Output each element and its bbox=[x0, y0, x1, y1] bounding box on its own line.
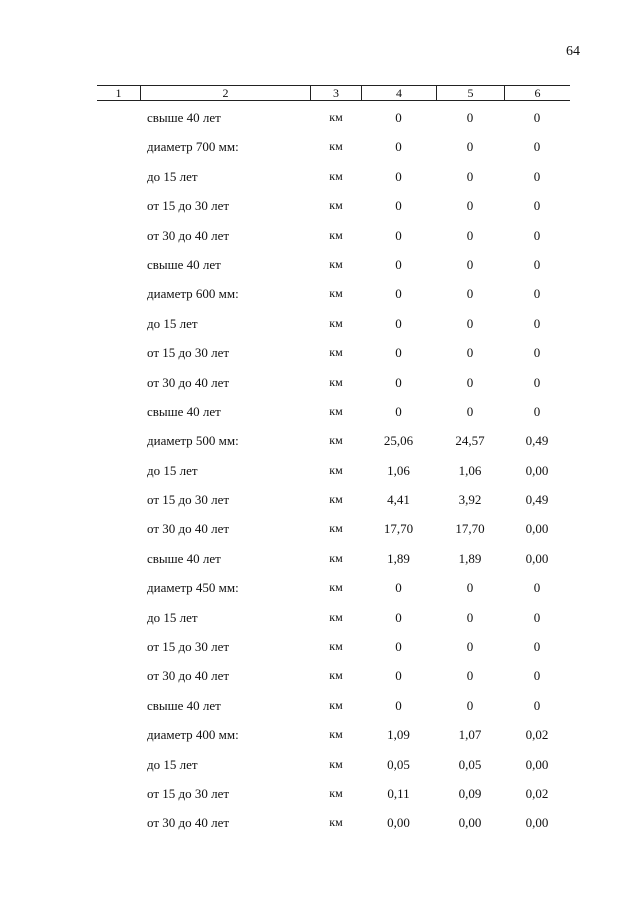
table-row bbox=[0, 573, 640, 602]
row-value-col5: 0 bbox=[466, 374, 474, 390]
row-unit: км bbox=[329, 668, 343, 683]
row-unit: км bbox=[329, 110, 343, 124]
row-value-col6: 0,02 bbox=[525, 785, 549, 801]
row-value-col6: 0 bbox=[533, 639, 541, 655]
table-row bbox=[0, 750, 640, 779]
header-col-5: 5 bbox=[467, 86, 474, 100]
header-col-4: 4 bbox=[396, 86, 402, 100]
row-name: от 15 до 30 лет bbox=[147, 785, 230, 801]
row-name: до 15 лет bbox=[147, 756, 198, 772]
row-value-col4: 0 bbox=[395, 668, 402, 684]
header-col-6: 6 bbox=[534, 86, 541, 100]
table-row bbox=[0, 691, 640, 720]
row-unit: км bbox=[329, 785, 343, 800]
row-value-col6: 0 bbox=[533, 198, 541, 214]
row-name: до 15 лет bbox=[147, 609, 198, 625]
row-name: диаметр 500 мм: bbox=[147, 433, 239, 449]
table-row bbox=[0, 250, 640, 279]
page-number: 64 bbox=[566, 44, 580, 59]
table-row bbox=[0, 779, 640, 808]
header-col-1: 1 bbox=[115, 86, 122, 100]
row-name: до 15 лет bbox=[147, 462, 198, 478]
row-value-col4: 0 bbox=[395, 227, 402, 243]
row-value-col5: 0 bbox=[466, 609, 474, 625]
row-value-col6: 0 bbox=[533, 580, 541, 596]
row-value-col4: 0 bbox=[395, 345, 402, 361]
row-value-col4: 17,70 bbox=[383, 521, 414, 537]
row-name: от 15 до 30 лет bbox=[147, 492, 230, 508]
row-value-col5: 0 bbox=[466, 198, 474, 214]
row-value-col6: 0,49 bbox=[525, 492, 549, 508]
row-name: свыше 40 лет bbox=[147, 550, 221, 566]
row-value-col5: 17,70 bbox=[455, 521, 485, 537]
row-unit: км bbox=[329, 345, 343, 360]
row-value-col5: 0 bbox=[466, 227, 474, 243]
row-value-col6: 0 bbox=[533, 256, 541, 272]
table-row bbox=[0, 309, 640, 338]
header-col-2: 2 bbox=[222, 86, 229, 100]
row-value-col4: 0 bbox=[395, 639, 402, 655]
row-value-col5: 0 bbox=[466, 668, 474, 684]
row-value-col4: 0 bbox=[395, 286, 402, 302]
row-value-col4: 0 bbox=[395, 315, 402, 331]
row-value-col5: 0 bbox=[466, 580, 474, 596]
row-value-col4: 0,00 bbox=[387, 815, 410, 831]
row-name: от 30 до 40 лет bbox=[147, 521, 230, 537]
row-value-col4: 4,41 bbox=[387, 492, 410, 508]
row-unit: км bbox=[329, 609, 343, 624]
row-value-col5: 0,05 bbox=[458, 756, 482, 772]
table-row bbox=[0, 808, 640, 837]
row-name: свыше 40 лет bbox=[147, 403, 221, 419]
row-name: диаметр 400 мм: bbox=[147, 727, 239, 743]
row-name: диаметр 450 мм: bbox=[147, 580, 239, 596]
row-value-col6: 0 bbox=[533, 286, 541, 302]
row-value-col4: 0,11 bbox=[387, 785, 410, 801]
row-value-col5: 0 bbox=[466, 315, 474, 331]
row-value-col6: 0 bbox=[533, 374, 541, 390]
row-name: от 15 до 30 лет bbox=[147, 198, 230, 214]
row-unit: км bbox=[329, 374, 343, 389]
row-value-col5: 0 bbox=[466, 639, 474, 655]
row-unit: км bbox=[329, 256, 343, 271]
row-value-col4: 1,06 bbox=[387, 462, 410, 478]
row-name: от 15 до 30 лет bbox=[147, 639, 230, 655]
row-value-col5: 0 bbox=[466, 345, 474, 361]
row-value-col5: 0 bbox=[466, 110, 474, 125]
row-value-col5: 0 bbox=[466, 286, 474, 302]
row-unit: км bbox=[329, 168, 343, 183]
row-value-col6: 0,02 bbox=[525, 727, 549, 743]
row-unit: км bbox=[329, 580, 343, 595]
row-value-col6: 0,00 bbox=[525, 550, 549, 566]
row-value-col6: 0 bbox=[533, 609, 541, 625]
row-unit: км bbox=[329, 492, 343, 507]
row-name: свыше 40 лет bbox=[147, 110, 221, 125]
row-value-col6: 0,00 bbox=[525, 815, 549, 831]
table-row bbox=[0, 544, 640, 573]
table-row bbox=[0, 426, 640, 455]
row-unit: км bbox=[329, 815, 343, 830]
row-value-col6: 0 bbox=[533, 315, 541, 331]
table-row bbox=[0, 191, 640, 220]
row-value-col5: 1,06 bbox=[458, 462, 482, 478]
row-unit: км bbox=[329, 286, 343, 301]
row-value-col4: 0 bbox=[395, 609, 402, 625]
row-name: свыше 40 лет bbox=[147, 256, 221, 272]
row-value-col6: 0 bbox=[533, 697, 541, 713]
row-name: от 30 до 40 лет bbox=[147, 227, 230, 243]
row-name: от 15 до 30 лет bbox=[147, 345, 230, 361]
table-row bbox=[0, 338, 640, 367]
table-header-row bbox=[97, 85, 570, 101]
row-value-col6: 0,00 bbox=[525, 756, 549, 772]
row-value-col4: 0 bbox=[395, 256, 402, 272]
row-value-col5: 0,00 bbox=[458, 815, 482, 831]
table-row bbox=[0, 103, 640, 132]
row-unit: км bbox=[329, 697, 343, 712]
row-value-col4: 25,06 bbox=[383, 433, 414, 449]
row-unit: км bbox=[329, 433, 343, 448]
table-row bbox=[0, 279, 640, 308]
row-value-col6: 0 bbox=[533, 110, 541, 125]
row-name: диаметр 700 мм: bbox=[147, 139, 239, 155]
row-value-col6: 0 bbox=[533, 168, 541, 184]
row-name: от 30 до 40 лет bbox=[147, 374, 230, 390]
row-value-col4: 0 bbox=[395, 580, 402, 596]
row-value-col4: 0 bbox=[395, 198, 402, 214]
row-value-col5: 1,89 bbox=[458, 550, 482, 566]
row-unit: км bbox=[329, 639, 343, 654]
row-value-col4: 0 bbox=[395, 168, 402, 184]
row-name: свыше 40 лет bbox=[147, 697, 221, 713]
table-row bbox=[0, 485, 640, 514]
row-value-col6: 0 bbox=[533, 227, 541, 243]
row-value-col6: 0,00 bbox=[525, 462, 549, 478]
row-value-col4: 0 bbox=[395, 139, 402, 155]
row-unit: км bbox=[329, 756, 343, 771]
table-row bbox=[0, 132, 640, 161]
row-name: от 30 до 40 лет bbox=[147, 815, 230, 831]
row-value-col5: 0 bbox=[466, 168, 474, 184]
row-unit: км bbox=[329, 198, 343, 213]
row-value-col5: 3,92 bbox=[458, 492, 482, 508]
row-value-col6: 0 bbox=[533, 345, 541, 361]
row-value-col5: 1,07 bbox=[458, 727, 482, 743]
row-value-col4: 0,05 bbox=[387, 756, 410, 772]
row-value-col5: 0 bbox=[466, 697, 474, 713]
table-row bbox=[0, 661, 640, 690]
table-row bbox=[0, 603, 640, 632]
row-unit: км bbox=[329, 139, 343, 154]
row-value-col4: 0 bbox=[395, 110, 402, 125]
row-name: до 15 лет bbox=[147, 168, 198, 184]
row-value-col4: 1,09 bbox=[387, 727, 410, 743]
table-row bbox=[0, 397, 640, 426]
row-unit: км bbox=[329, 462, 343, 477]
row-name: от 30 до 40 лет bbox=[147, 668, 230, 684]
table-row bbox=[0, 456, 640, 485]
header-col-3: 3 bbox=[333, 86, 339, 100]
row-unit: км bbox=[329, 727, 343, 742]
row-value-col6: 0,49 bbox=[525, 433, 549, 449]
table-row bbox=[0, 514, 640, 543]
row-value-col4: 0 bbox=[395, 697, 402, 713]
row-unit: км bbox=[329, 550, 343, 565]
row-value-col6: 0,00 bbox=[525, 521, 549, 537]
row-name: диаметр 600 мм: bbox=[147, 286, 239, 302]
row-value-col4: 0 bbox=[395, 403, 402, 419]
row-unit: км bbox=[329, 315, 343, 330]
row-name: до 15 лет bbox=[147, 315, 198, 331]
row-value-col4: 0 bbox=[395, 374, 402, 390]
row-value-col5: 0 bbox=[466, 139, 474, 155]
row-value-col5: 24,57 bbox=[455, 433, 485, 449]
row-value-col6: 0 bbox=[533, 668, 541, 684]
row-value-col5: 0 bbox=[466, 403, 474, 419]
row-value-col4: 1,89 bbox=[387, 550, 410, 566]
row-value-col6: 0 bbox=[533, 139, 541, 155]
table-body bbox=[0, 103, 640, 838]
row-unit: км bbox=[329, 227, 343, 242]
row-unit: км bbox=[329, 403, 343, 418]
row-value-col6: 0 bbox=[533, 403, 541, 419]
row-unit: км bbox=[329, 521, 343, 536]
row-value-col5: 0 bbox=[466, 256, 474, 272]
table-row bbox=[0, 162, 640, 191]
table-row bbox=[0, 368, 640, 397]
table-row bbox=[0, 720, 640, 749]
table-row bbox=[0, 221, 640, 250]
table-row bbox=[0, 632, 640, 661]
row-value-col5: 0,09 bbox=[458, 785, 482, 801]
